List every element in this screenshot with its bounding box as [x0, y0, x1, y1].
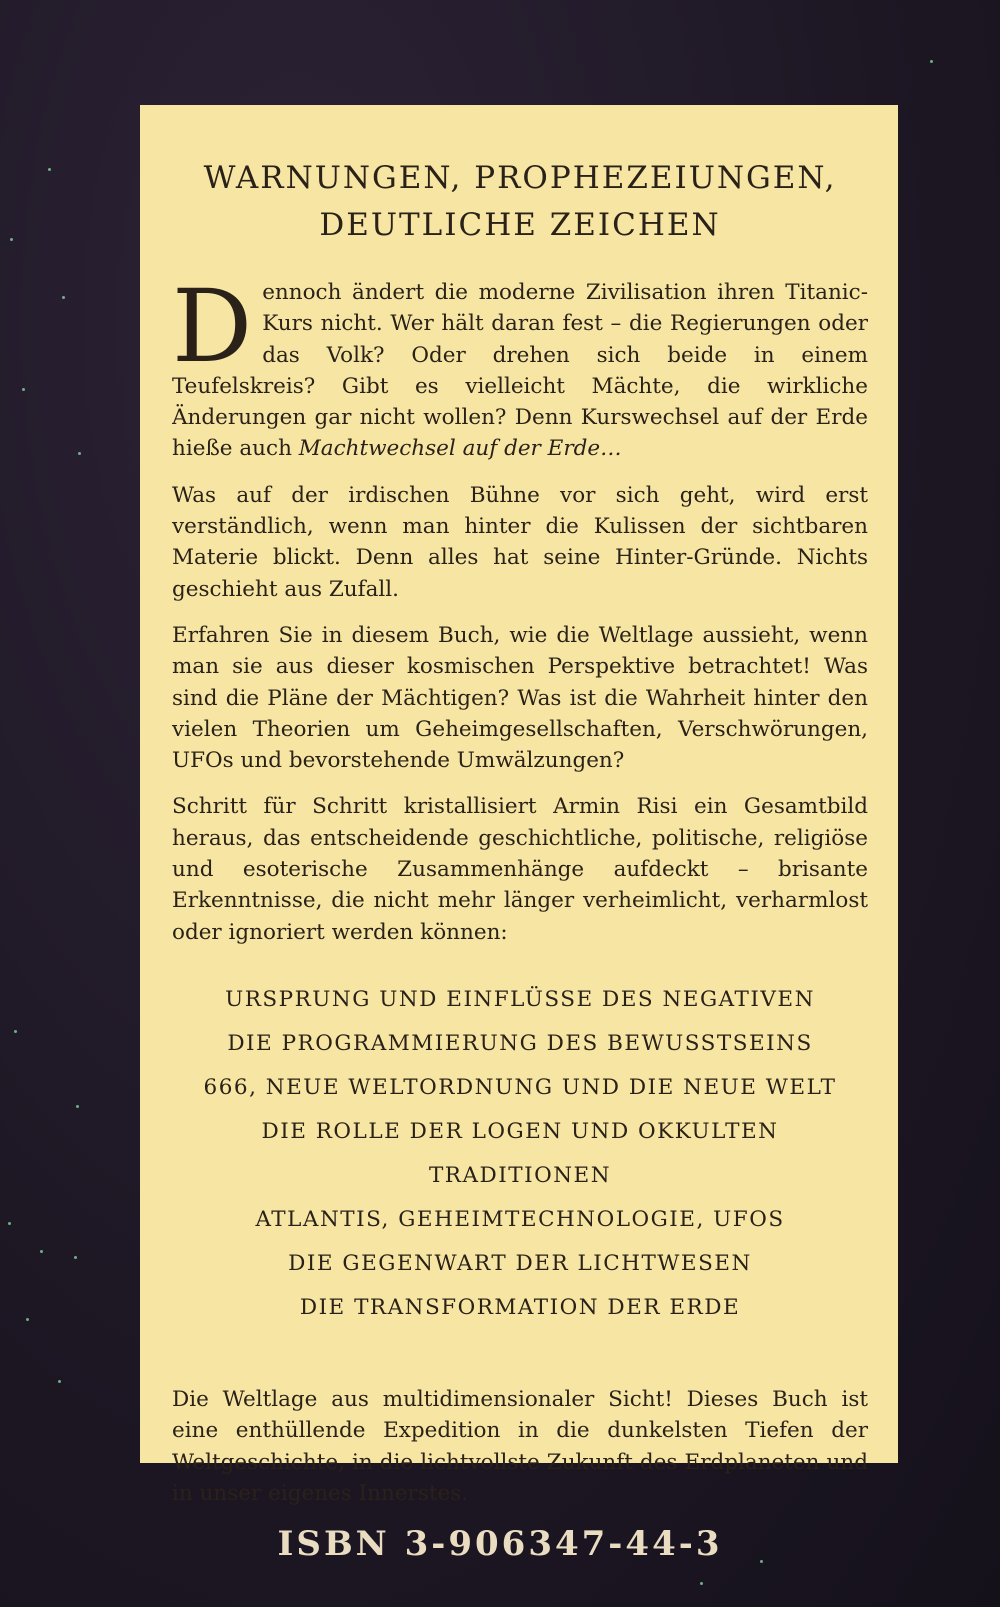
- star-decoration: [48, 168, 51, 171]
- star-decoration: [78, 452, 81, 455]
- drop-cap: D: [172, 277, 253, 385]
- star-decoration: [74, 1256, 77, 1259]
- blurb-title: [172, 155, 868, 249]
- intro-text: ennoch ändert die moderne Zivilisation ihren Titanic-Kurs nicht. Wer hält daran fest – die Regierungen oder das Volk? Oder drehen sich beide in einem Teufelskreis? Gibt es vielleicht Mächte, die wirkliche Änderungen gar nicht wollen? Denn Kurswechsel auf der Erde hieße auch: [172, 280, 868, 462]
- topic-item: DIE TRANSFORMATION DER ERDE: [299, 1294, 741, 1320]
- blurb-panel: [140, 105, 898, 1506]
- star-decoration: [700, 1582, 703, 1585]
- closing-paragraph: Die Weltlage aus multidimensionaler Sicht! Dieses Buch ist eine enthüllende Expedition in die dunkelsten Tiefen der Weltgeschichte, in die lichtvollste Zukunft des Erdplaneten und in unser eigenes Innerstes.: [172, 1386, 868, 1506]
- star-decoration: [8, 1222, 11, 1225]
- star-decoration: [26, 1318, 29, 1321]
- star-decoration: [930, 60, 933, 63]
- topic-item: DIE GEGENWART DER LICHTWESEN: [288, 1250, 752, 1276]
- topic-item: URSPRUNG UND EINFLÜSSE DES NEGATIVEN: [225, 986, 815, 1012]
- star-decoration: [14, 1030, 17, 1033]
- isbn-number: ISBN 3-906347-44-3: [277, 1524, 723, 1564]
- star-decoration: [62, 296, 65, 299]
- paragraph-perspective: Erfahren Sie in diesem Buch, wie die Weltlage aussieht, wenn man sie aus dieser kosmischen Perspektive betrachtet! Was sind die Pläne der Mächtigen? Was ist die Wahrheit hinter den vielen Theorien um Geheimgesellschaften, Verschwörungen, UFOs und bevorstehende Umwälzungen?: [172, 622, 868, 774]
- topic-item: DIE PROGRAMMIERUNG DES BEWUSSTSEINS: [227, 1030, 813, 1056]
- star-decoration: [10, 238, 13, 241]
- title-line-1: WARNUNGEN, PROPHEZEIUNGEN,: [203, 160, 837, 196]
- topic-item: DIE ROLLE DER LOGEN UND OKKULTEN TRADITIONEN: [261, 1118, 779, 1188]
- star-decoration: [76, 1105, 79, 1108]
- star-decoration: [22, 388, 25, 391]
- topic-item: 666, NEUE WELTORDNUNG UND DIE NEUE WELT: [203, 1074, 837, 1100]
- topic-item: ATLANTIS, GEHEIMTECHNOLOGIE, UFOS: [255, 1206, 785, 1232]
- topic-list: [172, 978, 868, 1330]
- intro-italic: Machtwechsel auf der Erde…: [298, 436, 622, 462]
- star-decoration: [58, 1380, 61, 1383]
- star-decoration: [40, 1250, 43, 1253]
- intro-paragraph: [172, 277, 868, 465]
- paragraph-stage: Was auf der irdischen Bühne vor sich geht, wird erst verständlich, wenn man hinter die Kulissen der sichtbaren Materie blickt. Denn alles hat seine Hinter-Gründe. Nichts geschieht aus Zufall.: [172, 482, 868, 602]
- paragraph-author: Schritt für Schritt kristallisiert Armin Risi ein Gesamtbild heraus, das entscheidende geschichtliche, politische, religiöse und esoterische Zusammenhänge aufdeckt – brisante Erkenntnisse, die nicht mehr länger verheimlicht, verharmlost oder ignoriert werden können:: [172, 794, 868, 945]
- title-line-2: DEUTLICHE ZEICHEN: [319, 207, 721, 243]
